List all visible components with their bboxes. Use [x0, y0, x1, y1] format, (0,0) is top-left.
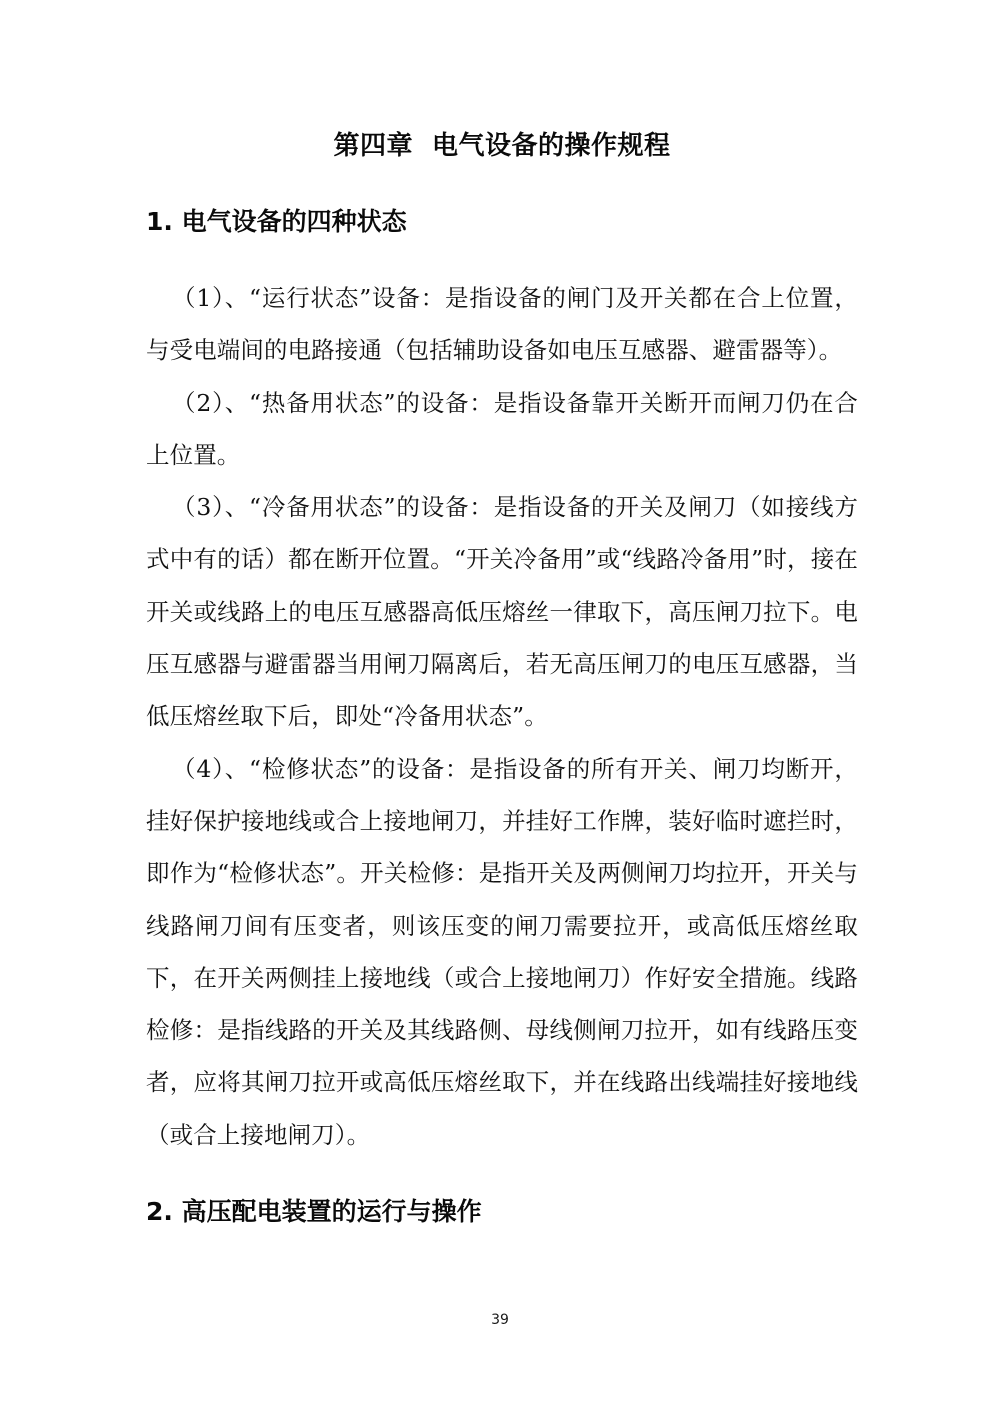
section-heading-1: 1. 电气设备的四种状态 [146, 207, 407, 236]
paragraph-3: （3）、“冷备用状态”的设备：是指设备的开关及闸刀（如接线方式中有的话）都在断开位置。“开关冷备用”或“线路冷备用”时，接在开关或线路上的电压互感器高低压熔丝一律取下，高压闸刀拉下。电压互感器与避雷器当用闸刀隔离后，若无高压闸刀的电压互感器，当低压熔丝取下后，即处“冷备用状态”。 [146, 493, 858, 731]
paragraph-4: （4）、“检修状态”的设备：是指设备的所有开关、闸刀均断开，挂好保护接地线或合上接地闸刀，并挂好工作牌，装好临时遮拦时，即作为“检修状态”。开关检修：是指开关及两侧闸刀均拉开，开关与线路闸刀间有压变者，则该压变的闸刀需要拉开，或高低压熔丝取下，在开关两侧挂上接地线（或合上接地闸刀）作好安全措施。线路检修：是指线路的开关及其线路侧、母线侧闸刀拉开，如有线路压变者，应将其闸刀拉开或高低压熔丝取下，并在线路出线端挂好接地线（或合上接地闸刀）。 [146, 754, 858, 1149]
paragraph-1: （1）、“运行状态”设备：是指设备的闸门及开关都在合上位置，与受电端间的电路接通（包括辅助设备如电压互感器、避雷器等）。 [146, 284, 858, 365]
section-heading-2: 2. 高压配电装置的运行与操作 [146, 1197, 482, 1226]
paragraph-2: （2）、“热备用状态”的设备：是指设备靠开关断开而闸刀仍在合上位置。 [146, 388, 858, 469]
page-title: 第四章 电气设备的操作规程 [333, 131, 671, 161]
section-1-body [146, 272, 858, 1161]
page-number: 39 [491, 1312, 509, 1328]
